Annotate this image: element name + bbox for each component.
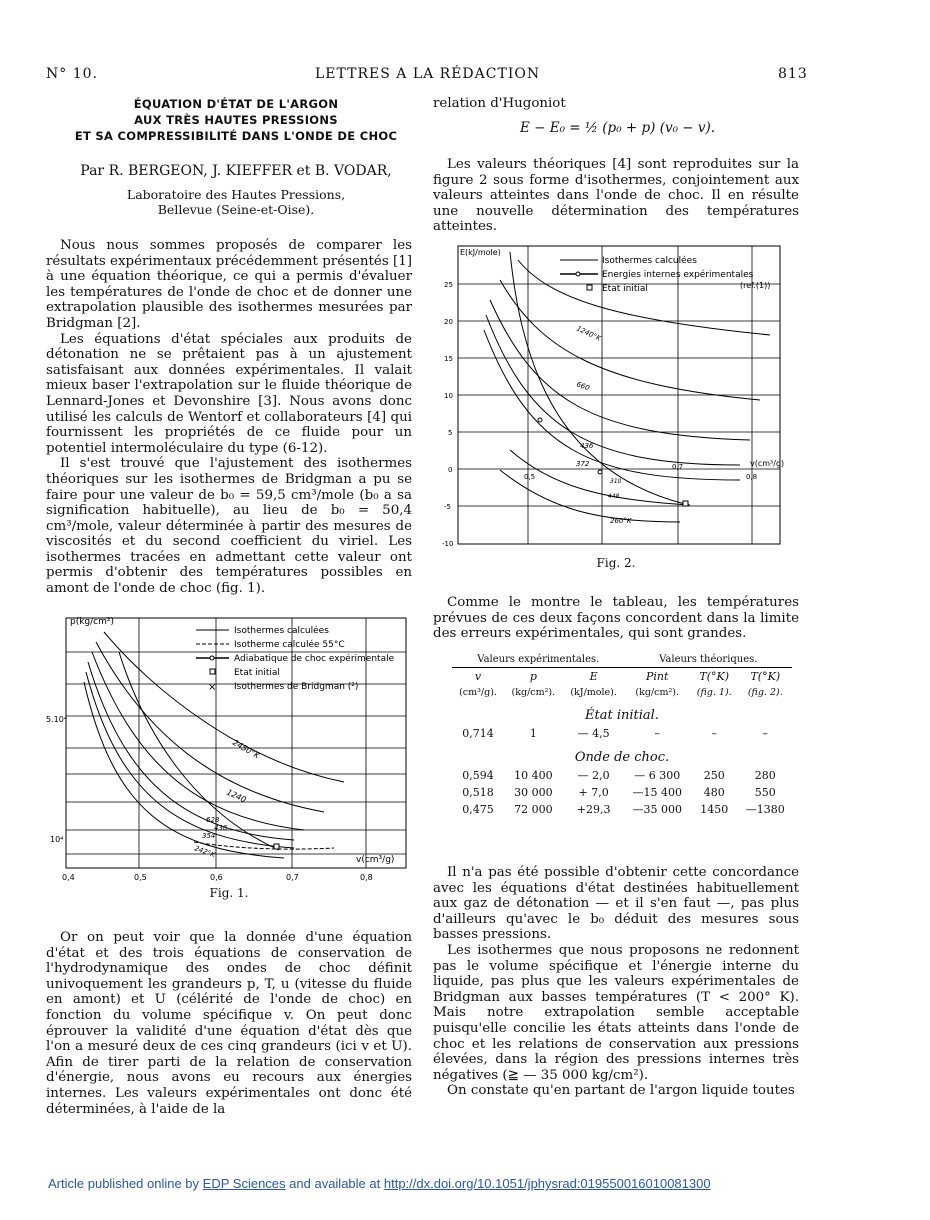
fig1-xtick-0.8: 0,8: [360, 873, 373, 882]
figure-2-chart: [440, 240, 785, 550]
table-cell: — 4,5: [577, 727, 610, 740]
fig2-ytick-0: 0: [448, 466, 453, 474]
fig2-legend: [560, 255, 770, 294]
fig1-curve-label-1240: 1240: [225, 787, 248, 805]
table-col-T-fig1: T(°K): [699, 670, 730, 683]
table-cell: —35 000: [632, 803, 682, 816]
fig1-legend: [196, 625, 395, 693]
fig1-xtick-0.6: 0,6: [210, 873, 223, 882]
figure-1-chart: [44, 612, 414, 884]
fig2-curve-label-660: 660: [575, 380, 591, 393]
fig1-curve-label-628: 628: [206, 816, 220, 824]
fig2-exp-point: [598, 470, 602, 474]
right-column-p1: [433, 157, 799, 235]
hugoniot-equation: E − E₀ = ½ (p₀ + p) (v₀ − v).: [520, 120, 716, 136]
table-unit: (kg/cm²).: [511, 687, 556, 698]
fig1-ylabel: p(kg/cm²): [70, 617, 115, 627]
paragraph-argon-liquide: On constate qu'en partant de l'argon liquide toutes: [447, 1083, 795, 1099]
table-cell: –: [654, 727, 660, 740]
fig2-ytick-20: 20: [444, 318, 453, 326]
fig1-curve-label-354: 354: [202, 832, 216, 840]
table-row: [452, 784, 792, 801]
table-group-header-row: [452, 652, 792, 668]
fig1-isotherm-1240: [96, 642, 324, 812]
fig1-curve-label-242: 242°K: [193, 844, 217, 860]
table-cell: 30 000: [514, 786, 553, 799]
title-line-2: AUX TRÈS HAUTES PRESSIONS: [134, 113, 338, 127]
table-col-pint: Pint: [646, 670, 669, 683]
table-cell: —1380: [745, 803, 785, 816]
table-cell: 0,518: [462, 786, 494, 799]
paragraph-isothermes: Les isothermes que nous proposons ne redonnent pas le volume spécifique et l'énergie interne du liquide, pas plus que les valeurs expérimentales de Bridgman aux basses températures (T < 200° K). Mais notre extrapolation semble acceptable puisqu'elle concilie les états atteints dans l'onde de choc et les relations de conservation aux pressions élevées, dans la région des pressions internes très négatives (≧ — 35 000 kg/cm²).: [433, 942, 799, 1083]
fig2-curve-label-448: 448: [608, 493, 620, 500]
fig2-ytick-5: 5: [448, 429, 453, 437]
table-col-v: v: [474, 670, 482, 683]
fig2-ylabel: E(kJ/mole): [460, 248, 501, 257]
table-unit: (kg/cm²).: [635, 687, 680, 698]
paragraph-conservation: Or on peut voir que la donnée d'une équation d'état et des trois équations de conservation de l'hydrodynamique des ondes de choc définit univoquement les grandeurs p, T, u (vitesse du fluide en amont) et U (célérité de l'onde de choc) en fonction du volume spécifique v. On peut donc éprouver la validité d'une équation d'état dès que l'on a mesuré deux de ces cinq grandeurs (ici v et U). Afin de tirer parti de la relation de conservation d'énergie, nous avons eu recours aux énergies internes. Les valeurs expérimentales ont donc été déterminées, à l'aide de la: [46, 930, 412, 1117]
table-cell: 480: [703, 786, 725, 799]
table-cell: 0,594: [462, 769, 494, 782]
results-table: [452, 652, 792, 818]
table-group-experimental: Valeurs expérimentales.: [452, 652, 625, 668]
footer-doi-link[interactable]: http://dx.doi.org/10.1051/jphysrad:019550016010081300: [383, 1176, 711, 1191]
figure-1-caption: Fig. 1.: [209, 886, 249, 900]
right-column-bottom: [433, 865, 799, 1099]
fig2-xlabel: v(cm³/g): [750, 459, 785, 468]
fig2-xtick-0.7: 0,7: [672, 463, 684, 471]
fig1-legend-isotherme-55: Isotherme calculée 55°C: [234, 640, 345, 650]
affiliation-line-1: Laboratoire des Hautes Pressions,: [126, 187, 346, 202]
table-cell: + 7,0: [578, 786, 609, 799]
fig1-legend-cross-marker: ×: [208, 682, 217, 693]
left-column-top: [46, 238, 412, 597]
fig2-isotherm-448: [510, 450, 690, 505]
table-cell: 1450: [700, 803, 729, 816]
footer-edp-link[interactable]: EDP Sciences: [202, 1176, 286, 1191]
footer-prefix: Article published online by: [48, 1176, 200, 1191]
fig2-legend-energy-marker: [576, 272, 580, 276]
table-cell: 280: [754, 769, 776, 782]
fig2-ytick-10: 10: [444, 392, 453, 400]
hugoniot-intro: relation d'Hugoniot: [433, 96, 566, 111]
fig2-legend-energies: Energies internes expérimentales: [602, 270, 754, 280]
fig1-isotherm-628: [92, 652, 304, 830]
fig1-legend-bridgman: Isothermes de Bridgman (²): [234, 682, 359, 692]
affiliation: [46, 187, 426, 217]
table-cell: —15 400: [632, 786, 682, 799]
fig1-curve-label-2450: 2450°K: [231, 737, 262, 761]
table-col-p: p: [529, 670, 537, 683]
footer-citation: [48, 1176, 711, 1191]
table-cell: 0,475: [462, 803, 494, 816]
fig2-curve-label-1240: 1240°K: [575, 324, 603, 343]
figure-2-caption: Fig. 2.: [596, 556, 636, 570]
table-row: [452, 801, 792, 818]
paragraph-detonation: Il n'a pas été possible d'obtenir cette concordance avec les équations d'état destinées habituellement aux gaz de détonation — et il s'en faut —, pas plus d'ailleurs qu'avec le b₀ déduit des mesures sous basses pressions.: [433, 865, 799, 943]
table-cell: 1: [529, 727, 537, 740]
table-cell: 550: [754, 786, 776, 799]
fig1-isotherm-354: [86, 672, 294, 848]
table-unit: (kJ/mole).: [570, 687, 617, 698]
fig1-legend-adiabatique: Adiabatique de choc expérimentale: [234, 654, 395, 664]
table-cell: –: [762, 727, 769, 740]
article-title: [46, 96, 426, 144]
table-unit: (fig. 1).: [696, 687, 732, 698]
fig1-xtick-0.7: 0,7: [286, 873, 299, 882]
table-group-theoretical: Valeurs théoriques.: [625, 652, 792, 668]
fig2-curve-label-260: 260°K: [610, 517, 632, 525]
table-col-E: E: [589, 670, 598, 683]
fig2-legend-note: (ref.(1)): [740, 281, 771, 290]
table-cell: 250: [703, 769, 725, 782]
affiliation-line-2: Bellevue (Seine-et-Oise).: [157, 202, 315, 217]
paragraph-intro: Nous nous sommes proposés de comparer les résultats expérimentaux précédemment présentés [1] à une équation théorique, ce qui a permis d'évaluer les températures de l'onde de choc et de donner une extrapolation plausible des isothermes mesurées par Bridgman [2].: [46, 238, 412, 331]
table-cell: — 6 300: [634, 769, 681, 782]
fig2-experimental-energies: [510, 252, 685, 504]
fig1-isotherm-242: [84, 682, 284, 858]
table-cell: –: [711, 727, 717, 740]
table-col-T-fig2: T(°K): [750, 670, 781, 683]
fig1-legend-adiabatic-marker: [210, 656, 214, 660]
fig1-curve-label-436: 436: [214, 824, 228, 832]
title-line-3: ET SA COMPRESSIBILITÉ DANS L'ONDE DE CHOC: [74, 129, 398, 143]
table-section-initial: État initial.: [585, 708, 659, 723]
fig1-legend-isothermes: Isothermes calculées: [234, 626, 329, 636]
table-cell: 0,714: [462, 727, 494, 740]
fig2-ytick-minus5: -5: [444, 503, 451, 511]
left-column-bottom: [46, 930, 412, 1117]
running-header: LETTRES A LA RÉDACTION: [315, 66, 541, 82]
fig1-legend-initial-marker: [210, 669, 215, 674]
fig2-isotherm-372: [486, 315, 740, 465]
fig2-isotherm-310: [484, 330, 740, 480]
fig2-isotherm-660: [500, 280, 760, 400]
fig2-ytick-minus10: -10: [442, 540, 454, 548]
fig2-ytick-25: 25: [444, 281, 453, 289]
fig2-exp-point: [538, 418, 542, 422]
paragraph-bridgman: Il s'est trouvé que l'ajustement des isothermes théoriques sur les isothermes de Bridgman a pu se faire pour une valeur de b₀ = 59,5 cm³/mole (b₀ a sa signification habituelle), au lieu de b₀ = 50,4 cm³/mole, valeur déterminée à partir des mesures de viscosités et du second coefficient du viriel. Les isothermes tracées en admettant cette valeur ont permis d'obtenir des températures possibles en amont de l'onde de choc (fig. 1).: [46, 456, 412, 597]
table-section-row: [452, 742, 792, 767]
title-line-1: ÉQUATION D'ÉTAT DE L'ARGON: [133, 97, 339, 111]
right-column-p2: [433, 595, 799, 642]
paragraph-table-intro: Comme le montre le tableau, les températures prévues de ces deux façons concordent dans la limite des erreurs expérimentales, qui sont grandes.: [433, 595, 799, 642]
fig2-curve-label-372: 372: [576, 460, 590, 468]
fig1-legend-etat-initial: Etat initial: [234, 668, 280, 678]
table-header-row: [452, 668, 792, 686]
fig2-xtick-0.8: 0,8: [746, 473, 758, 481]
table-unit: (fig. 2).: [747, 687, 783, 698]
table-section-shock: Onde de choc.: [574, 750, 670, 765]
fig2-curve-label-310: 310: [610, 478, 622, 485]
fig1-xtick-0.5: 0,5: [134, 873, 147, 882]
fig2-initial-state-marker: [683, 501, 688, 506]
authors: Par R. BERGEON, J. KIEFFER et B. VODAR,: [80, 163, 392, 179]
table-section-row: [452, 700, 792, 725]
fig1-ytick-1e4: 10⁴: [50, 835, 64, 844]
fig1-xlabel: v(cm³/g): [356, 855, 395, 865]
table-units-row: [452, 685, 792, 700]
table-cell: +29,3: [576, 803, 611, 816]
table-row: [452, 725, 792, 742]
fig2-ytick-15: 15: [444, 355, 453, 363]
fig1-xtick-0.4: 0,4: [62, 873, 75, 882]
paragraph-theoretical-values: Les valeurs théoriques [4] sont reproduites sur la figure 2 sous forme d'isothermes, conjointement aux valeurs atteintes dans l'onde de choc. Il en résulte une nouvelle détermination des températures atteintes.: [433, 157, 799, 235]
fig2-legend-initial-marker: [587, 285, 592, 290]
fig1-ytick-5e4: 5.10⁴: [46, 715, 68, 724]
table-cell: — 2,0: [577, 769, 610, 782]
table-row: [452, 767, 792, 784]
paragraph-equations: Les équations d'état spéciales aux produits de détonation ne se prêtaient pas à un ajustement satisfaisant aux données expérimentales. Il valait mieux baser l'extrapolation sur le fluide théorique de Lennard-Jones et Devonshire [3]. Nous avons donc utilisé les calculs de Wentorf et collaborateurs [4] qui fournissent les propriétés de ce fluide pour un potentiel intermoléculaire du type (6-12).: [46, 331, 412, 456]
page-number: 813: [778, 66, 808, 82]
fig2-xtick-0.5: 0,5: [524, 473, 536, 481]
fig2-legend-isothermes: Isothermes calculées: [602, 256, 697, 266]
table-cell: 72 000: [514, 803, 553, 816]
table-unit: (cm³/g).: [459, 687, 497, 698]
table-cell: 10 400: [514, 769, 553, 782]
fig2-legend-etat-initial: Etat initial: [602, 284, 648, 294]
fig1-initial-state-marker: [274, 844, 279, 849]
fig2-curve-label-436: 436: [580, 442, 594, 450]
journal-issue-number: N° 10.: [46, 66, 98, 82]
footer-middle: and available at: [289, 1176, 381, 1191]
